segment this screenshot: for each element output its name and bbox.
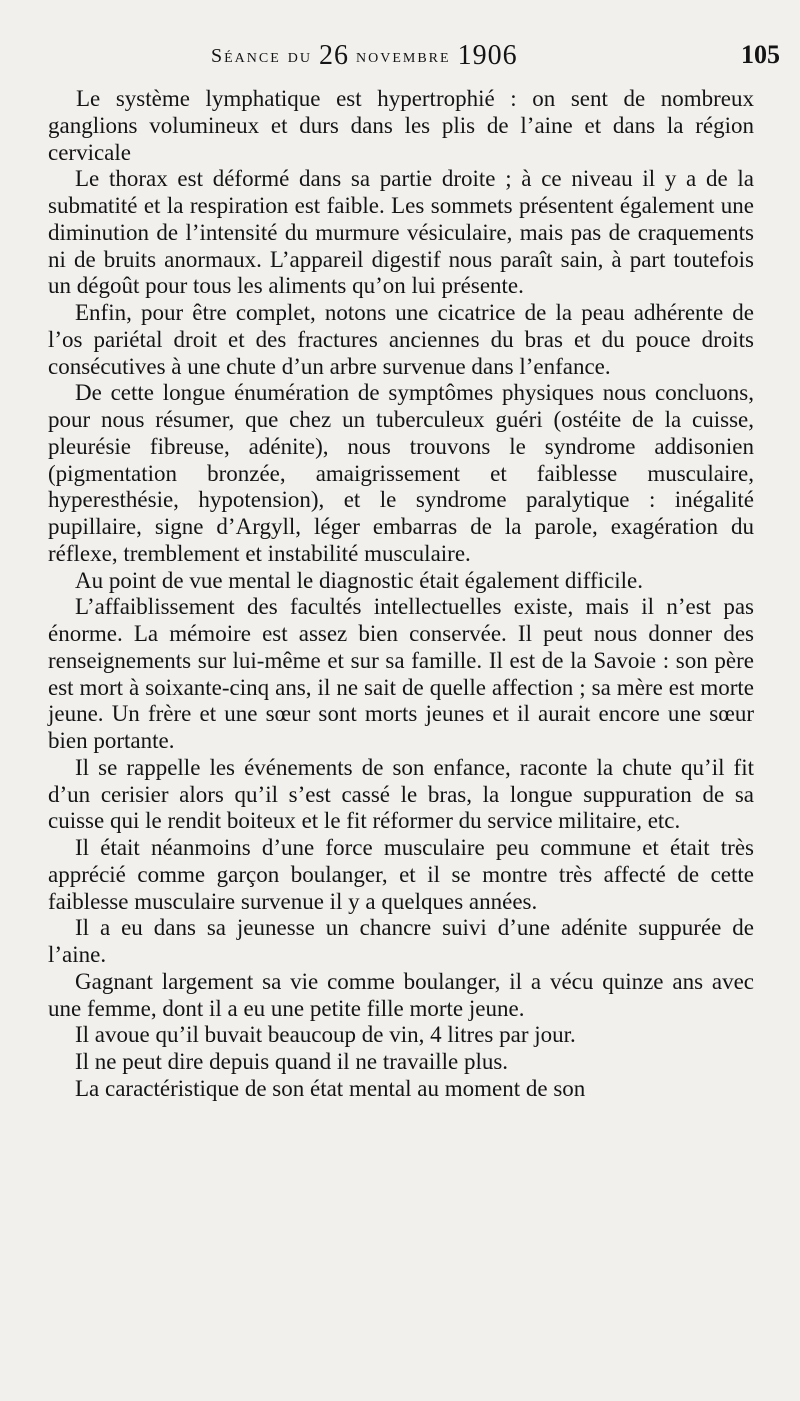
running-title <box>211 40 518 72</box>
paragraph-childhood-memories: Il se rappelle les événements de son enfance, raconte la chute qu’il fit d’un cerisier alors qu’il s’est cassé le bras, la longue suppuration de sa cuisse qui le rendit boiteux et le fit réformer du service militaire, etc. <box>48 754 754 834</box>
paragraph-lymphatic-system: Le système lymphatique est hypertrophié : on sent de nombreux ganglions volumineux et durs dans les plis de l’aine et dans la région cervicale <box>48 86 754 165</box>
paragraph-stopped-working: Il ne peut dire depuis quand il ne travaille plus. <box>75 1049 509 1074</box>
paragraph-intellectual-faculties: L’affaiblissement des facultés intellectuelles existe, mais il n’est pas énorme. La mémoire est assez bien conservée. Il peut nous donner des renseignements sur lui-même et sur sa famille. Il est de la Savoie : son père est mort à soixante-cinq ans, il ne sait de quelle affection ; sa mère est morte jeune. Un frère et une sœur sont morts jeunes et il aurait encore une sœur bien portante. <box>48 594 754 753</box>
running-title-middle: novembre <box>349 45 458 67</box>
paragraph-mental-diagnosis: Au point de vue mental le diagnostic était également difficile. <box>75 567 644 593</box>
paragraph-chancre: Il a eu dans sa jeunesse un chancre suivi d’une adénite suppurée de l’aine. <box>48 915 754 967</box>
body-text <box>48 86 754 1103</box>
paragraph-life-as-baker: Gagnant largement sa vie comme boulanger, il a vécu quinze ans avec une femme, dont il a eu une petite fille morte jeune. <box>48 968 754 1021</box>
page-header <box>45 40 780 76</box>
paragraph-wine-consumption: Il avoue qu’il buvait beaucoup de vin, 4 litres par jour. <box>75 1022 576 1048</box>
paragraph-scar-and-fractures: Enfin, pour être complet, notons une cicatrice de la peau adhérente de l’os pariétal droit et des fractures anciennes du bras et du pouce droits consécutives à une chute d’un arbre survenue dans l’enfance. <box>48 300 754 379</box>
running-title-prefix: Séance du <box>211 45 320 67</box>
paragraph-mental-state: La caractéristique de son état mental au moment de son <box>75 1075 586 1101</box>
page-number: 105 <box>741 40 780 69</box>
paragraph-thorax: Le thorax est déformé dans sa partie droite ; à ce niveau il y a de la submatité et la respiration est faible. Les sommets présentent également une diminution de l’intensité du murmure vésiculaire, mais pas de craquements ni de bruits anormaux. L’appareil digestif nous paraît sain, à part toutefois un dégoût pour tous les aliments qu’on lui présente. <box>48 166 754 299</box>
running-title-year: 1906 <box>457 40 518 71</box>
paragraph-symptoms-summary: De cette longue énumération de symptômes physiques nous concluons, pour nous résumer, que chez un tuberculeux guéri (ostéite de la cuisse, pleurésie fibreuse, adénite), nous trouvons le syndrome addisonien (pigmentation bronzée, amaigrissement et faiblesse musculaire, hyperesthésie, hypotension), et le syndrome paralytique : inégalité pupillaire, signe d’Argyll, léger embarras de la parole, exagération du réflexe, tremblement et instabilité musculaire. <box>48 380 754 566</box>
running-title-day: 26 <box>319 40 350 71</box>
paragraph-muscular-strength: Il était néanmoins d’une force musculaire peu commune et était très apprécié comme garçon boulanger, et il se montre très affecté de cette faiblesse musculaire survenue il y a quelques années. <box>48 835 754 914</box>
